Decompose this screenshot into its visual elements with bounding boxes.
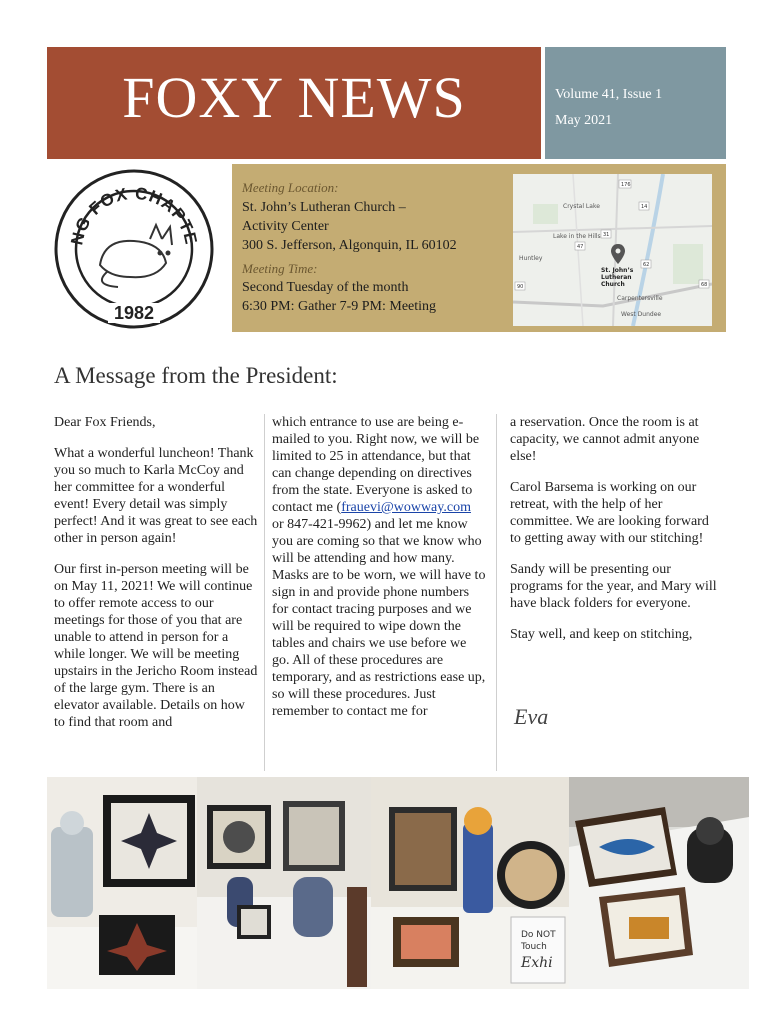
issue-date: May 2021 xyxy=(555,113,613,128)
meeting-time-text xyxy=(242,278,436,316)
letter-paragraph: Sandy will be presenting our programs for the year, and Mary will have black folders for everyone. xyxy=(510,562,717,611)
photo-strip xyxy=(47,777,749,989)
map-place-label: Carpentersville xyxy=(617,295,663,302)
issue-info-box xyxy=(545,47,726,159)
map-place-label: Crystal Lake xyxy=(563,203,600,210)
map-road-label: 14 xyxy=(641,204,648,210)
map-pin-label: Lutheran xyxy=(601,274,632,281)
letter-paragraph: Stay well, and keep on stitching, xyxy=(510,627,693,642)
sign-text: Exhi xyxy=(521,955,553,971)
chapter-logo xyxy=(52,167,216,331)
letter-column-3 xyxy=(510,414,722,657)
map-road-label: 176 xyxy=(621,182,631,188)
map-pin-label: St. John’s xyxy=(601,267,634,274)
letter-paragraph xyxy=(272,414,486,720)
column-divider xyxy=(264,414,265,771)
meeting-time-label: Meeting Time: xyxy=(242,261,318,276)
letter-paragraph: Carol Barsema is working on our retreat, with the help of her committee. We are looking forward to getting away with our stitching! xyxy=(510,480,709,546)
president-signature: Eva xyxy=(514,704,549,729)
location-line: Activity Center xyxy=(242,219,329,234)
email-link[interactable]: frauevi@wowway.com xyxy=(341,500,471,515)
meeting-location-text xyxy=(242,198,457,255)
map-road-label: 62 xyxy=(643,262,650,268)
text-span: which entrance to use are being e-mailed to you. Right now, we will be limited to 25 in attendance, but that can change depending on directives from the state. Everyone is asked to contact me ( xyxy=(272,415,480,515)
map-road-label: 31 xyxy=(603,232,610,238)
masthead-banner xyxy=(47,47,541,159)
logo-chapter-text: NG FOX CHAPTE xyxy=(67,183,201,247)
time-line: Second Tuesday of the month xyxy=(242,280,409,295)
sign-text: Touch xyxy=(521,942,547,952)
photo-4 xyxy=(569,777,749,989)
map-road-label: 47 xyxy=(577,244,584,250)
letter-column-2 xyxy=(272,414,486,734)
location-map xyxy=(513,174,712,326)
map-road-label: 90 xyxy=(517,284,524,290)
letter-paragraph: What a wonderful luncheon! Thank you so much to Karla McCoy and her committee for a wonderful event! Every detail was simply perfect! And it was great to see each other in person again! xyxy=(54,446,258,546)
map-place-label: West Dundee xyxy=(621,311,662,318)
time-line: 6:30 PM: Gather 7-9 PM: Meeting xyxy=(242,299,437,314)
letter-column-1 xyxy=(54,414,258,745)
map-place-label: Lake in the Hills xyxy=(553,233,601,240)
letter-paragraph: Our first in-person meeting will be on May 11, 2021! We will continue to offer remote access to our meetings for those of you that are unable to attend in person for a while longer. We will be meeting upstairs in the Jericho Room instead of the large gym. There is an elevator available. Details on how to find that room and xyxy=(54,562,258,730)
map-pin-label: Church xyxy=(601,281,625,288)
column-divider xyxy=(496,414,497,771)
meeting-location-label: Meeting Location: xyxy=(242,180,339,195)
location-line: 300 S. Jefferson, Algonquin, IL 60102 xyxy=(242,238,457,253)
photo-3 xyxy=(371,777,569,989)
letter-paragraph: a reservation. Once the room is at capacity, we cannot admit anyone else! xyxy=(510,415,700,464)
letter-paragraph: Dear Fox Friends, xyxy=(54,415,156,430)
section-title: A Message from the President: xyxy=(54,363,338,388)
text-span: or 847-421-9962) and let me know you are coming so that we know who will be attending and how many. Masks are to be worn, we will have to sign in and provide phone numbers for contact tracing purposes and we will be required to wipe down the tables and chairs we use before we go. All of these procedures are temporary, and as restrictions ease up, so will these procedures. Just remember to contact me for xyxy=(272,517,486,719)
location-line: St. John’s Lutheran Church – xyxy=(242,200,406,215)
photo-1 xyxy=(47,777,197,989)
logo-year: 1982 xyxy=(113,303,155,323)
photo-2 xyxy=(197,777,371,989)
newsletter-title: FOXY NEWS xyxy=(122,65,466,130)
map-place-label: Huntley xyxy=(519,255,543,262)
sign-text: Do NOT xyxy=(521,930,556,940)
volume-issue: Volume 41, Issue 1 xyxy=(555,87,663,102)
map-road-label: 68 xyxy=(701,282,708,288)
